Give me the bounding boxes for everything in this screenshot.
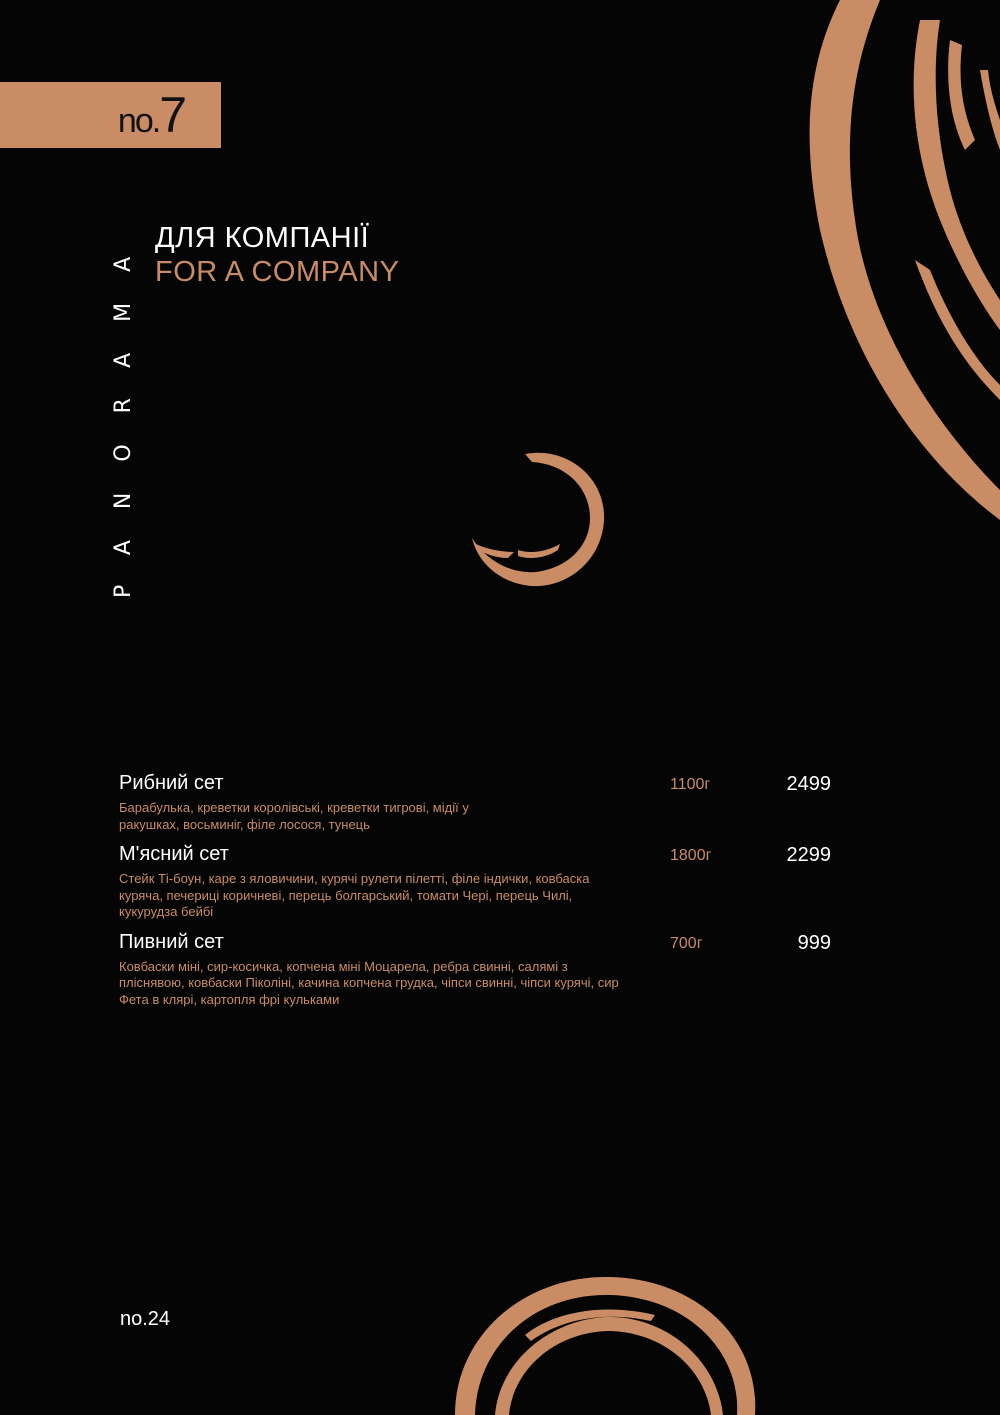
item-weight: 700г	[670, 934, 703, 952]
logo-prefix: no.	[117, 102, 160, 140]
item-weight: 1800г	[670, 847, 712, 864]
item-weight: 1100г	[670, 776, 711, 793]
menu-item	[119, 843, 831, 921]
menu-item	[119, 772, 831, 833]
item-price: 2499	[786, 773, 831, 795]
logo-number: 7	[159, 87, 187, 143]
item-name: М'ясний сет	[119, 843, 229, 865]
item-price: 2299	[786, 844, 831, 866]
brand-name: PANORAMA	[111, 225, 136, 598]
brush-ring-bottom	[455, 1275, 760, 1415]
menu-item-row	[119, 843, 831, 871]
section-title-en: FOR A COMPANY	[155, 256, 400, 288]
menu-item	[119, 931, 831, 1009]
brush-crescent-center	[470, 448, 610, 590]
item-description: Стейк Ті-боун, каре з яловичини, курячі рулети пілетті, філе індички, ковбаска куряча, печериці коричневі, перець болгарський, томати Чері, перець Чилі, кукурудза бейбі	[119, 871, 590, 919]
item-name: Рибний сет	[119, 772, 224, 794]
item-description: Барабулька, креветки королівські, креветки тигрові, мідії у ракушках, восьминіг, філе лосося, тунець	[119, 800, 469, 832]
section-title-ua: ДЛЯ КОМПАНІЇ	[155, 222, 370, 254]
logo	[118, 86, 187, 144]
item-name: Пивний сет	[119, 930, 224, 953]
menu-item-row	[119, 931, 831, 959]
item-price: 999	[797, 931, 831, 954]
logo-tab	[0, 82, 221, 148]
menu-item-row	[119, 772, 831, 800]
brand-vertical	[111, 224, 141, 604]
page-number: no.24	[120, 1308, 171, 1330]
brush-swoosh-top-right	[800, 0, 1000, 520]
menu-list	[119, 772, 831, 1018]
item-description: Ковбаски міні, сир-косичка, копчена міні Моцарела, ребра свинні, салямі з пліснявою, ковбаски Піколіні, качина копчена грудка, чіпси свинні, чіпси курячі, сир Фета в клярі, картопля фрі кульками	[119, 958, 619, 1007]
